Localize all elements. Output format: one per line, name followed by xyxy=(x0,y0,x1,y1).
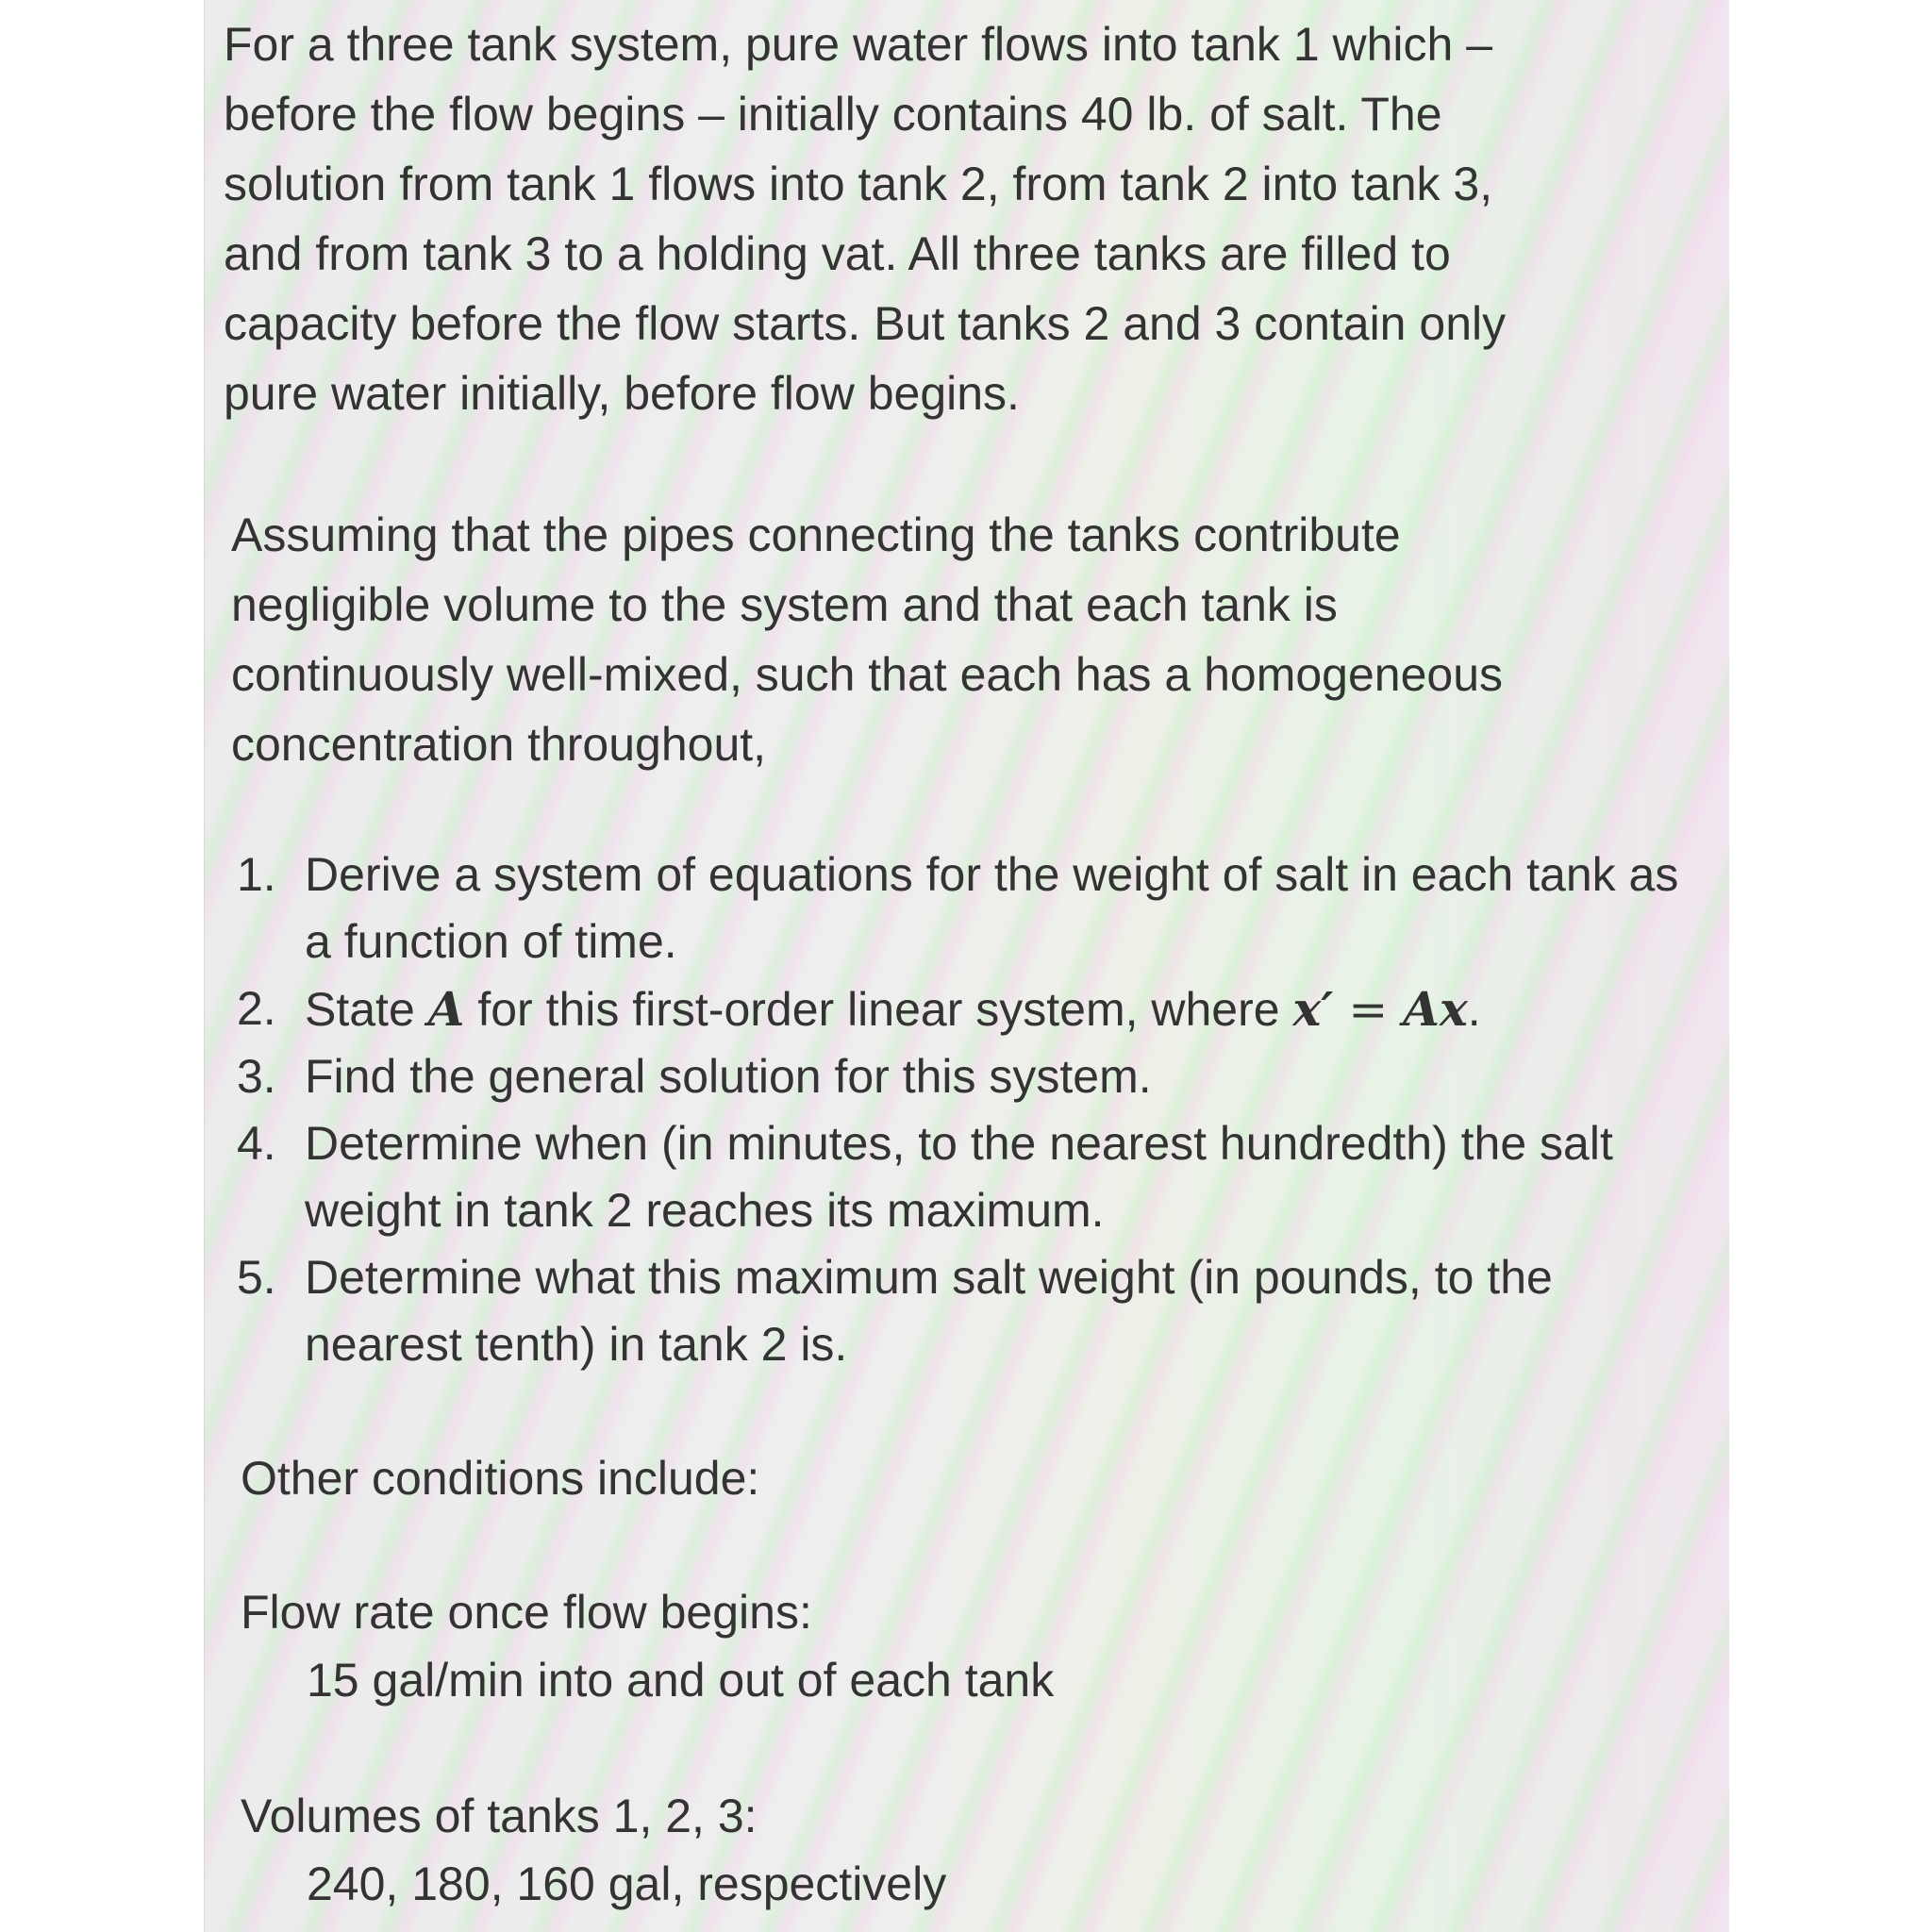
intro-paragraph: For a three tank system, pure water flows into tank 1 which – before the flow begins – initially contains 40 lb. of salt. The solution from tank 1 flows into tank 2, from tank 2 into tank 3, and from tank 3 to a holding vat. All three tanks are filled to capacity before the flow starts. But tanks 2 and 3 contain only pure water initially, before flow begins. xyxy=(224,18,1507,420)
task-list xyxy=(237,841,1710,1378)
list-item-text: Derive a system of equations for the weight of salt in each tank as a function of time. xyxy=(305,848,1679,968)
equation-lhs: x′ xyxy=(1292,981,1334,1037)
list-item-text: Determine when (in minutes, to the nearest hundredth) the salt weight in tank 2 reaches its maximum. xyxy=(305,1117,1613,1237)
flow-rate-value: 15 gal/min into and out of each tank xyxy=(307,1654,1055,1707)
list-item-text xyxy=(305,975,1710,1043)
conditions-heading: Other conditions include: xyxy=(241,1452,760,1505)
volumes-label: Volumes of tanks 1, 2, 3: xyxy=(241,1790,758,1842)
document-page xyxy=(204,0,1729,1932)
task-text-part: for this first-order linear system, where xyxy=(464,983,1293,1036)
flow-rate-label: Flow rate once flow begins: xyxy=(241,1586,812,1639)
list-item xyxy=(237,1244,1710,1378)
list-item xyxy=(237,1043,1710,1110)
list-item xyxy=(237,975,1710,1043)
matrix-symbol: A xyxy=(427,981,465,1037)
list-item-number: 3. xyxy=(237,1050,276,1103)
list-item-number: 4. xyxy=(237,1117,276,1170)
task-text-part: . xyxy=(1467,983,1481,1036)
list-item-number: 1. xyxy=(237,848,276,901)
assumptions-paragraph: Assuming that the pipes connecting the tanks contribute negligible volume to the system and that each tank is continuously well-mixed, such that each has a homogeneous concentration throughout, xyxy=(231,508,1504,771)
equals-sign: = xyxy=(1333,982,1404,1037)
task-text-part: State xyxy=(305,983,428,1036)
list-item-text: Find the general solution for this system. xyxy=(305,1050,1152,1103)
list-item xyxy=(237,1110,1710,1244)
list-item xyxy=(237,841,1710,975)
list-item-number: 5. xyxy=(237,1251,276,1304)
list-item-text: Determine what this maximum salt weight (in pounds, to the nearest tenth) in tank 2 is. xyxy=(305,1251,1553,1371)
list-item-number: 2. xyxy=(237,982,276,1035)
volumes-value: 240, 180, 160 gal, respectively xyxy=(307,1857,947,1910)
equation-rhs: Ax xyxy=(1403,981,1468,1037)
